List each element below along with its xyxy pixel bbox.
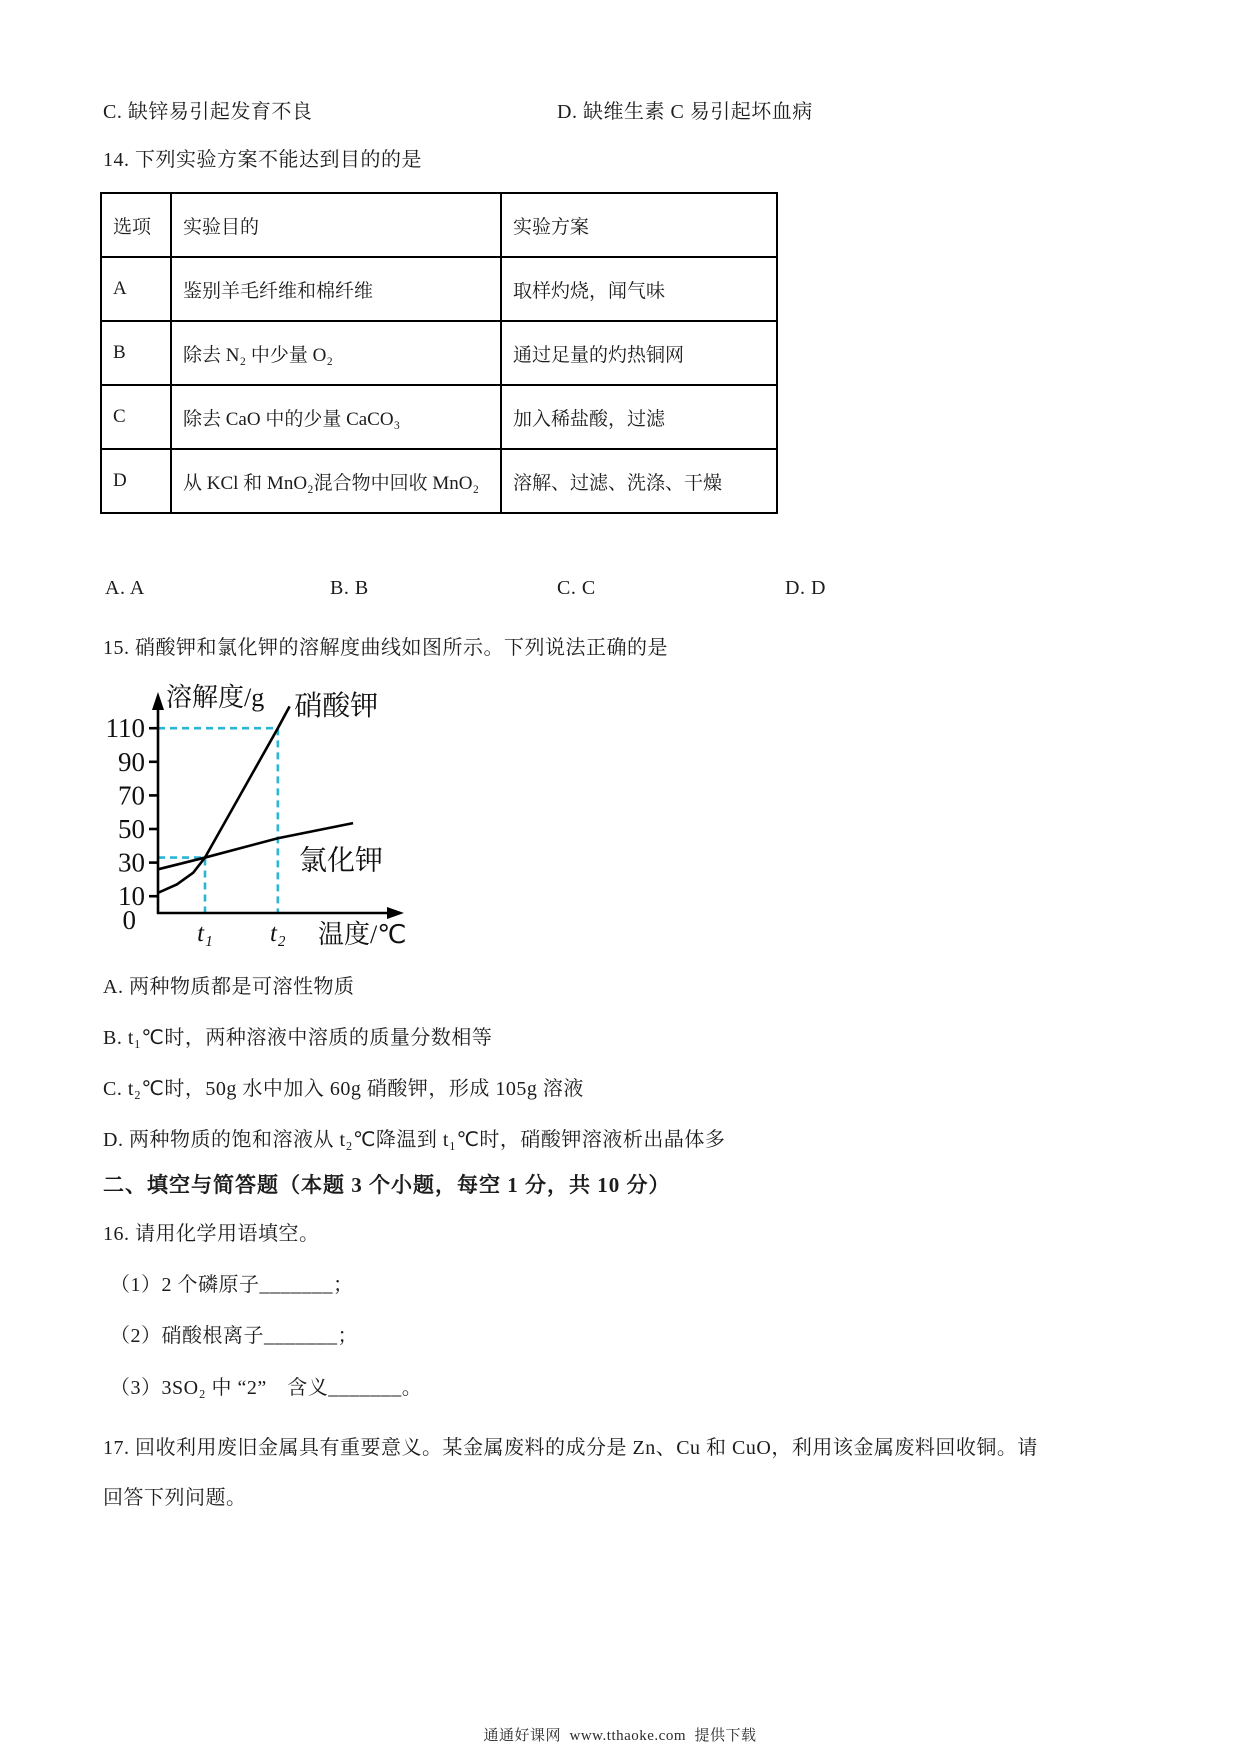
q15-option-d: D. 两种物质的饱和溶液从 t₂℃降温到 t₁℃时，硝酸钾溶液析出晶体多 xyxy=(103,1129,726,1151)
q16-item-2: （2）硝酸根离子_______； xyxy=(110,1325,358,1347)
cell-plan: 加入稀盐酸，过滤 xyxy=(501,385,777,449)
footer-watermark: 通通好课网 www.tthaoke.com 提供下载 xyxy=(483,1728,757,1744)
cell-option: C xyxy=(101,385,171,449)
x-axis-arrow-icon xyxy=(387,907,404,919)
y-tick-label: 10 xyxy=(118,881,145,912)
header-cell-purpose: 实验目的 xyxy=(171,193,501,257)
section2-heading: 二、填空与简答题（本题 3 个小题，每空 1 分，共 10 分） xyxy=(103,1173,671,1197)
y-tick-label: 30 xyxy=(118,847,145,878)
table-row xyxy=(101,385,777,449)
header-cell-option: 选项 xyxy=(101,193,171,257)
cell-purpose: 鉴别羊毛纤维和棉纤维 xyxy=(171,257,501,321)
q13-option-d: D. 缺维生素 C 易引起坏血病 xyxy=(557,101,813,123)
cell-plan: 溶解、过滤、洗涤、干燥 xyxy=(501,449,777,513)
y-tick-label: 90 xyxy=(118,746,145,777)
y-axis-title: 溶解度/g xyxy=(166,683,265,712)
cell-purpose: 除去 N₂ 中少量 O₂ xyxy=(171,321,501,385)
x-axis-title: 温度/℃ xyxy=(318,920,407,949)
q16-item-3: （3）3SO₂ 中 “2” 含义_______。 xyxy=(110,1377,423,1399)
y-tick-label: 110 xyxy=(105,713,145,744)
q13-option-c: C. 缺锌易引起发育不良 xyxy=(103,101,313,123)
table-row xyxy=(101,257,777,321)
x-tick-label: t₂ xyxy=(270,920,286,947)
x-tick-label: t₁ xyxy=(197,920,213,947)
q14-answer-b: B. B xyxy=(330,577,369,599)
q17-stem-line2: 回答下列问题。 xyxy=(103,1487,247,1509)
q15-option-c: C. t₂℃时，50g 水中加入 60g 硝酸钾，形成 105g 溶液 xyxy=(103,1078,584,1100)
cell-option: D xyxy=(101,449,171,513)
cell-plan: 通过足量的灼热铜网 xyxy=(501,321,777,385)
q16-item-1: （1）2 个磷原子_______； xyxy=(110,1274,354,1296)
origin-label: 0 xyxy=(122,905,136,935)
q17-stem-line1: 17. 回收利用废旧金属具有重要意义。某金属废料的成分是 Zn、Cu 和 CuO，利用该金属废料回收铜。请 xyxy=(103,1437,1038,1459)
q14-answer-d: D. D xyxy=(785,577,826,599)
cell-purpose: 从 KCl 和 MnO₂混合物中回收 MnO₂ xyxy=(171,449,501,513)
q14-table xyxy=(100,192,778,514)
cell-option: A xyxy=(101,257,171,321)
y-tick-label: 50 xyxy=(118,814,145,844)
table-header-row xyxy=(101,193,777,257)
table-row xyxy=(101,321,777,385)
table-row xyxy=(101,449,777,513)
solubility-chart xyxy=(92,640,432,955)
y-axis-arrow-icon xyxy=(152,692,164,710)
header-cell-plan: 实验方案 xyxy=(501,193,777,257)
cell-option: B xyxy=(101,321,171,385)
cell-purpose: 除去 CaO 中的少量 CaCO₃ xyxy=(171,385,501,449)
series-label-硝酸钾: 硝酸钾 xyxy=(294,690,379,722)
cell-plan: 取样灼烧，闻气味 xyxy=(501,257,777,321)
q15-stem: 15. 硝酸钾和氯化钾的溶解度曲线如图所示。下列说法正确的是 xyxy=(103,637,668,659)
q14-stem: 14. 下列实验方案不能达到目的的是 xyxy=(103,149,422,171)
q15-option-a: A. 两种物质都是可溶性物质 xyxy=(103,976,355,998)
q15-option-b: B. t₁℃时，两种溶液中溶质的质量分数相等 xyxy=(103,1027,493,1049)
q16-stem: 16. 请用化学用语填空。 xyxy=(103,1223,320,1245)
series-label-氯化钾: 氯化钾 xyxy=(299,845,384,877)
y-tick-label: 70 xyxy=(118,780,145,811)
q14-answer-c: C. C xyxy=(557,577,596,599)
q14-answer-a: A. A xyxy=(105,577,145,599)
